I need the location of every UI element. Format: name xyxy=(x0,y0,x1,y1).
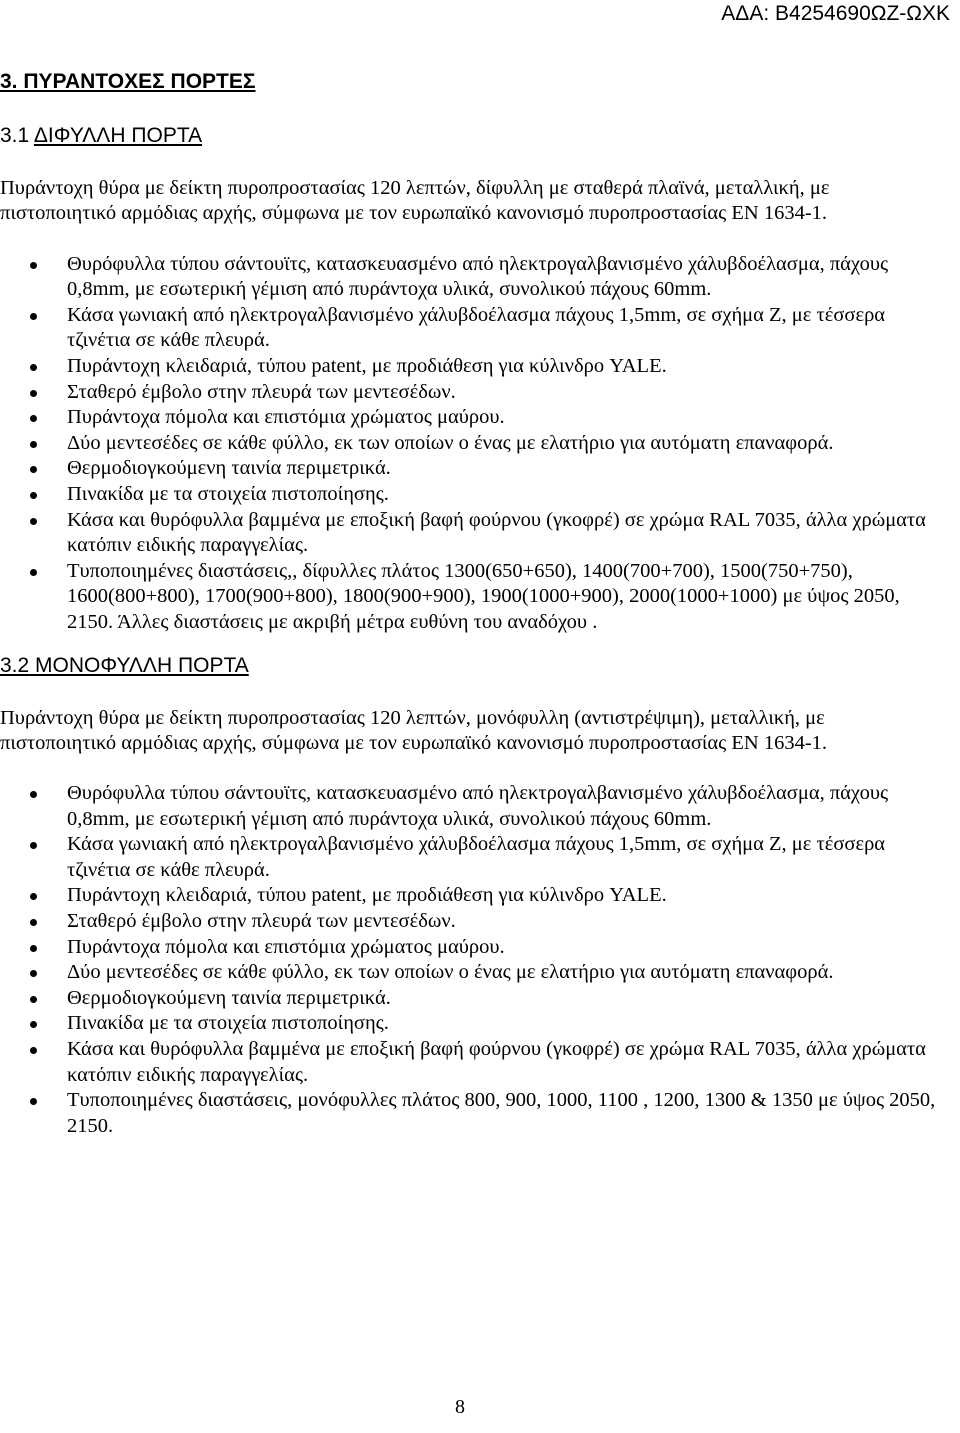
list-item xyxy=(0,354,940,380)
list-item-text: Κάσα και θυρόφυλλα βαμμένα με εποξική βαφή φούρνου (γκοφρέ) σε χρώμα RAL 7035, άλλα χρώματα κατόπιν ειδικής παραγγελίας. xyxy=(67,1038,926,1086)
section-title: 3. ΠΥΡΑΝΤΟΧΕΣ ΠΟΡΤΕΣ xyxy=(0,70,256,93)
subsection-2-heading xyxy=(0,652,940,680)
subsection-2-list xyxy=(0,781,940,1139)
bullet-icon xyxy=(30,996,37,1003)
list-item xyxy=(0,508,940,559)
list-item-text: Πινακίδα με τα στοιχεία πιστοποίησης. xyxy=(67,482,389,505)
list-item xyxy=(0,960,940,986)
list-item-text: Κάσα και θυρόφυλλα βαμμένα με εποξική βαφή φούρνου (γκοφρέ) σε χρώμα RAL 7035, άλλα χρώματα κατόπιν ειδικής παραγγελίας. xyxy=(67,508,926,557)
list-item xyxy=(0,559,940,636)
bullet-icon xyxy=(30,970,37,977)
list-item xyxy=(0,405,940,431)
list-item xyxy=(0,303,940,354)
list-item-text: Θερμοδιογκούμενη ταινία περιμετρικά. xyxy=(67,457,391,480)
list-item-text: Κάσα γωνιακή από ηλεκτρογαλβανισμένο χάλυβδοέλασμα πάχους 1,5mm, σε σχήμα Ζ, με τέσσερα τζινέτια σε κάθε πλευρά. xyxy=(67,303,886,352)
list-item-text: Πυράντοχα πόμολα και επιστόμια χρώματος μαύρου. xyxy=(67,935,505,958)
list-item xyxy=(0,909,940,935)
document-body xyxy=(0,68,940,1139)
bullet-icon xyxy=(30,791,37,798)
list-item xyxy=(0,1037,940,1088)
bullet-icon xyxy=(30,364,37,371)
list-item-text: Τυποποιημένες διαστάσεις,, δίφυλλες πλάτος 1300(650+650), 1400(700+700), 1500(750+750), 1600(800+800), 1700(900+800), 1800(900+900), 1900(1000+900), 2000(1000+1000) με ύψος 2050, 2150. Άλλες διαστάσεις με ακριβή μέτρα ευθύνη του αναδόχου . xyxy=(67,559,900,633)
subsection-1-number: 3.1 xyxy=(0,124,30,147)
bullet-icon xyxy=(30,1021,37,1028)
subsection-1-heading xyxy=(0,122,940,150)
bullet-icon xyxy=(30,919,37,926)
list-item xyxy=(0,380,940,406)
subsection-2-number: 3.2 xyxy=(0,653,30,677)
list-item xyxy=(0,986,940,1012)
bullet-icon xyxy=(30,569,37,576)
subsection-2-intro: Πυράντοχη θύρα με δείκτη πυροπροστασίας 120 λεπτών, μονόφυλλη (αντιστρέψιμη), μεταλλική, με πιστοποιητικό αρμόδιας αρχής, σύμφωνα με τον ευρωπαϊκό κανονισμό πυροπροστασίας EN 1634-1. xyxy=(0,706,828,754)
bullet-icon xyxy=(30,441,37,448)
list-item xyxy=(0,781,940,832)
list-item-text: Θερμοδιογκούμενη ταινία περιμετρικά. xyxy=(67,986,391,1009)
bullet-icon xyxy=(30,415,37,422)
list-item-text: Σταθερό έμβολο στην πλευρά των μεντεσέδων. xyxy=(67,910,456,933)
list-item xyxy=(0,456,940,482)
bullet-icon xyxy=(30,945,37,952)
page-number: 8 xyxy=(455,1396,465,1418)
list-item xyxy=(0,1088,940,1139)
list-item-text: Σταθερό έμβολο στην πλευρά των μεντεσέδων. xyxy=(67,380,456,403)
subsection-1-list xyxy=(0,252,940,636)
list-item-text: Πυράντοχη κλειδαριά, τύπου patent, με προδιάθεση για κύλινδρο YALE. xyxy=(67,354,667,377)
subsection-2-title: ΜΟΝΟΦΥΛΛΗ ΠΟΡΤΑ xyxy=(35,653,249,677)
subsection-1-title: ΔΙΦΥΛΛΗ ΠΟΡΤΑ xyxy=(33,124,203,147)
list-item xyxy=(0,883,940,909)
list-item-text: Θυρόφυλλα τύπου σάντουϊτς, κατασκευασμένο από ηλεκτρογαλβανισμένο χάλυβδοέλασμα, πάχους 0,8mm, με εσωτερική γέμιση από πυράντοχα υλικά, συνολικού πάχους 60mm. xyxy=(67,782,889,830)
bullet-icon xyxy=(30,390,37,397)
ada-code: ΑΔΑ: Β4254690ΩΖ-ΩΧΚ xyxy=(721,2,950,25)
bullet-icon xyxy=(30,842,37,849)
list-item-text: Πυράντοχα πόμολα και επιστόμια χρώματος μαύρου. xyxy=(67,406,505,429)
bullet-icon xyxy=(30,466,37,473)
bullet-icon xyxy=(30,1047,37,1054)
list-item-text: Πυράντοχη κλειδαριά, τύπου patent, με προδιάθεση για κύλινδρο YALE. xyxy=(67,884,667,907)
bullet-icon xyxy=(30,262,37,269)
bullet-icon xyxy=(30,518,37,525)
bullet-icon xyxy=(30,492,37,499)
list-item xyxy=(0,252,940,303)
list-item-text: Θυρόφυλλα τύπου σάντουϊτς, κατασκευασμένο από ηλεκτρογαλβανισμένο χάλυβδοέλασμα, πάχους 0,8mm, με εσωτερική γέμιση από πυράντοχα υλικά, συνολικού πάχους 60mm. xyxy=(67,252,889,301)
subsection-1-intro: Πυράντοχη θύρα με δείκτη πυροπροστασίας 120 λεπτών, δίφυλλη με σταθερά πλαϊνά, μεταλλική, με πιστοποιητικό αρμόδιας αρχής, σύμφωνα με τον ευρωπαϊκό κανονισμό πυροπροστασίας EN 1634-1. xyxy=(0,177,830,225)
bullet-icon xyxy=(30,313,37,320)
list-item xyxy=(0,935,940,961)
list-item-text: Δύο μεντεσέδες σε κάθε φύλλο, εκ των οποίων ο ένας με ελατήριο για αυτόματη επαναφορά. xyxy=(67,431,834,454)
bullet-icon xyxy=(30,893,37,900)
list-item-text: Τυποποιημένες διαστάσεις, μονόφυλλες πλάτος 800, 900, 1000, 1100 , 1200, 1300 & 1350 με ύψος 2050, 2150. xyxy=(67,1089,936,1137)
list-item xyxy=(0,1011,940,1037)
list-item xyxy=(0,482,940,508)
bullet-icon xyxy=(30,1098,37,1105)
list-item xyxy=(0,431,940,457)
list-item xyxy=(0,832,940,883)
list-item-text: Πινακίδα με τα στοιχεία πιστοποίησης. xyxy=(67,1012,389,1035)
list-item-text: Κάσα γωνιακή από ηλεκτρογαλβανισμένο χάλυβδοέλασμα πάχους 1,5mm, σε σχήμα Ζ, με τέσσερα τζινέτια σε κάθε πλευρά. xyxy=(67,833,886,881)
list-item-text: Δύο μεντεσέδες σε κάθε φύλλο, εκ των οποίων ο ένας με ελατήριο για αυτόματη επαναφορά. xyxy=(67,961,834,984)
